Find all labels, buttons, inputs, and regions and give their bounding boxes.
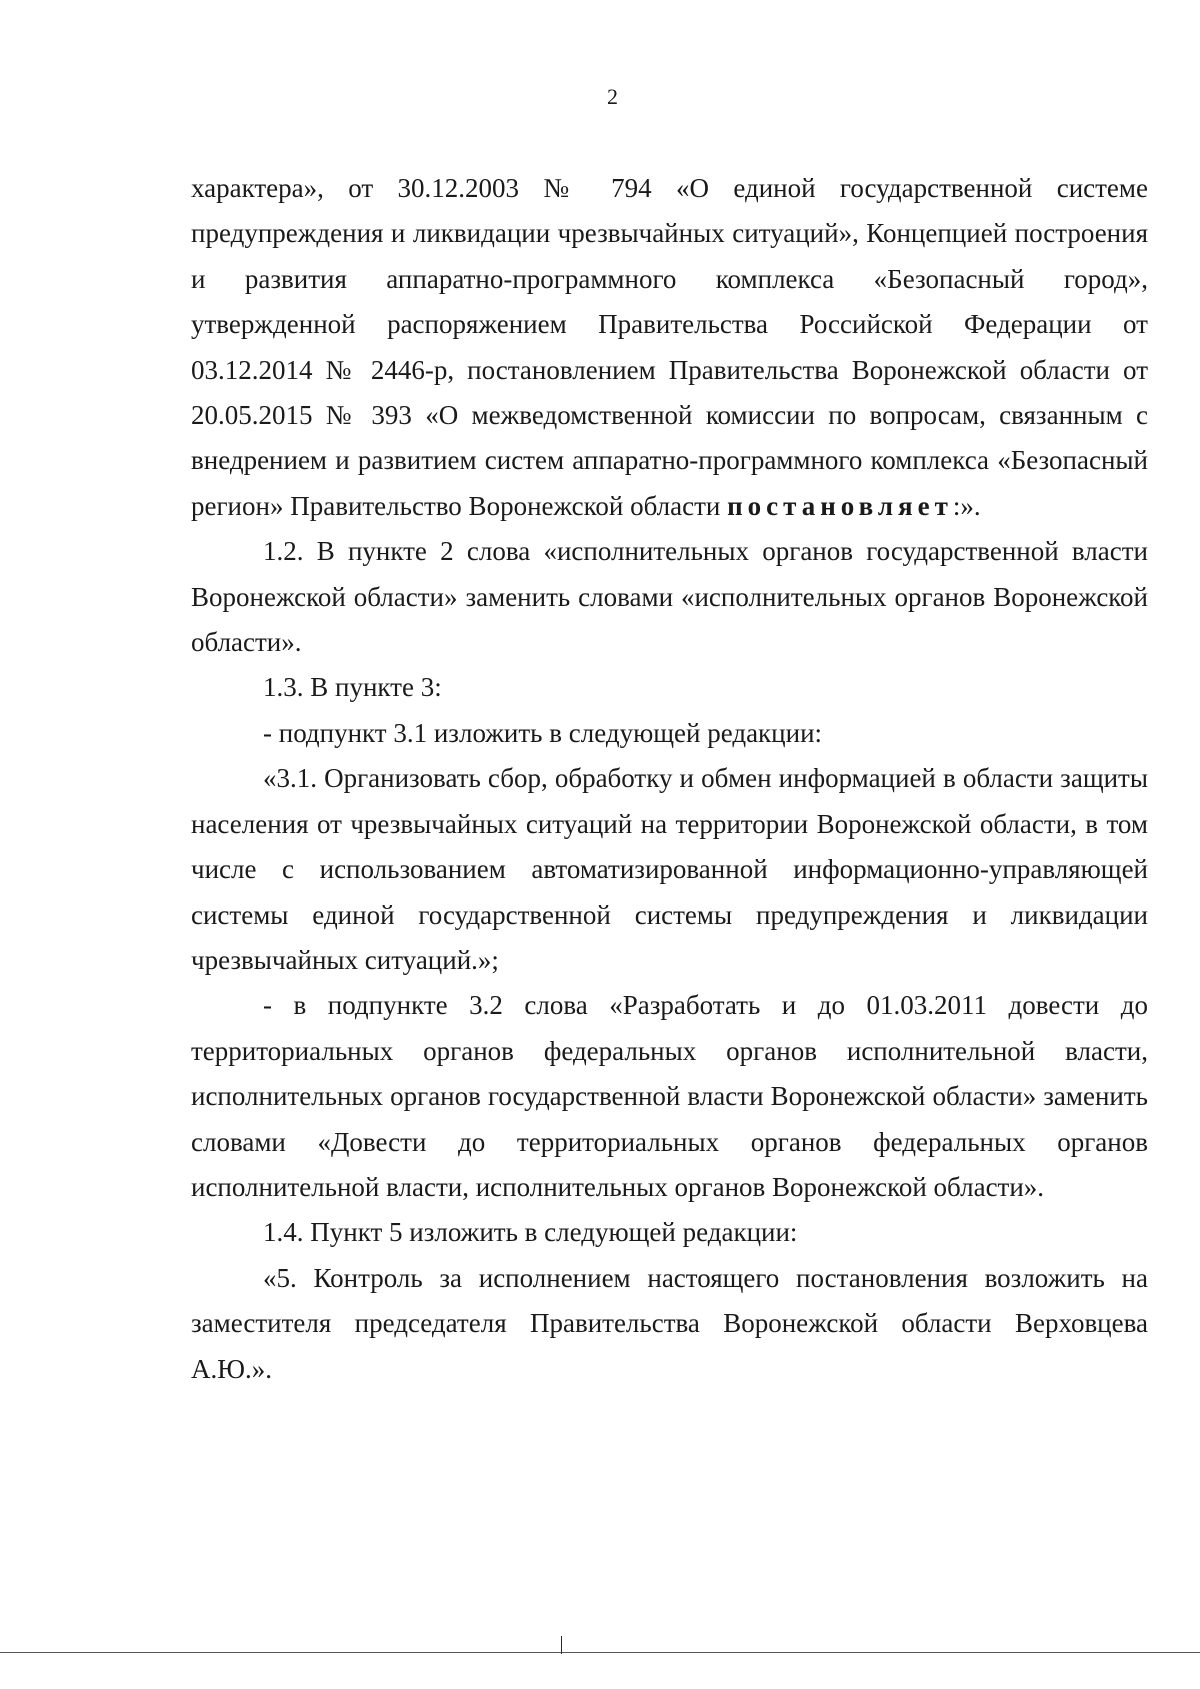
paragraph-quote-5: «5. Контроль за исполнением настоящего постановления возложить на заместителя председателя Правительства Воронежской области Верховцева А.Ю.». <box>191 1262 1148 1384</box>
paragraph-1-3: 1.3. В пункте 3: <box>263 672 442 703</box>
scan-artifact-tick <box>561 1636 562 1654</box>
scan-artifact-line <box>0 1652 1200 1653</box>
paragraph-1-4: 1.4. Пункт 5 изложить в следующей редакции: <box>263 1217 798 1248</box>
paragraph-subitem-3-2: - в подпункте 3.2 слова «Разработать и до 01.03.2011 довести до территориальных органов федеральных органов исполнительной власти, исполнительных органов государственной власти Воронежской области» заменить словами «Довести до территориальных органов федеральных органов исполнительной власти, исполнительных органов Воронежской области». <box>191 990 1148 1202</box>
paragraph-ending: :». <box>952 490 981 521</box>
document-body <box>191 166 1148 1392</box>
paragraph-subitem-3-1: - подпункт 3.1 изложить в следующей редакции: <box>263 717 823 748</box>
paragraph-resolution-basis <box>191 166 1148 529</box>
paragraph-quote-3-1: «3.1. Организовать сбор, обработку и обмен информацией в области защиты населения от чрезвычайных ситуаций на территории Воронежской области, в том числе с использованием автоматизированной информационно-управляющей системы единой государственной системы предупреждения и ликвидации чрезвычайных ситуаций.»; <box>191 763 1148 975</box>
paragraph-1-2: 1.2. В пункте 2 слова «исполнительных органов государственной власти Воронежской области» заменить словами «исполнительных органов Воронежской области». <box>191 536 1148 658</box>
paragraph-text: характера», от 30.12.2003 № 794 «О единой государственной системе предупреждения и ликвидации чрезвычайных ситуаций», Концепцией построения и развития аппаратно-программного комплекса «Безопасный город», утвержденной распоряжением Правительства Российской Федерации от 03.12.2014 № 2446-р, постановлением Правительства Воронежской области от 20.05.2015 № 393 «О межведомственной комиссии по вопросам, связанным с внедрением и развитием систем аппаратно-программного комплекса «Безопасный регион» Правительство Воронежской области <box>191 173 1148 521</box>
page-number: 2 <box>607 84 618 109</box>
emphasized-word: постановляет <box>727 490 953 521</box>
